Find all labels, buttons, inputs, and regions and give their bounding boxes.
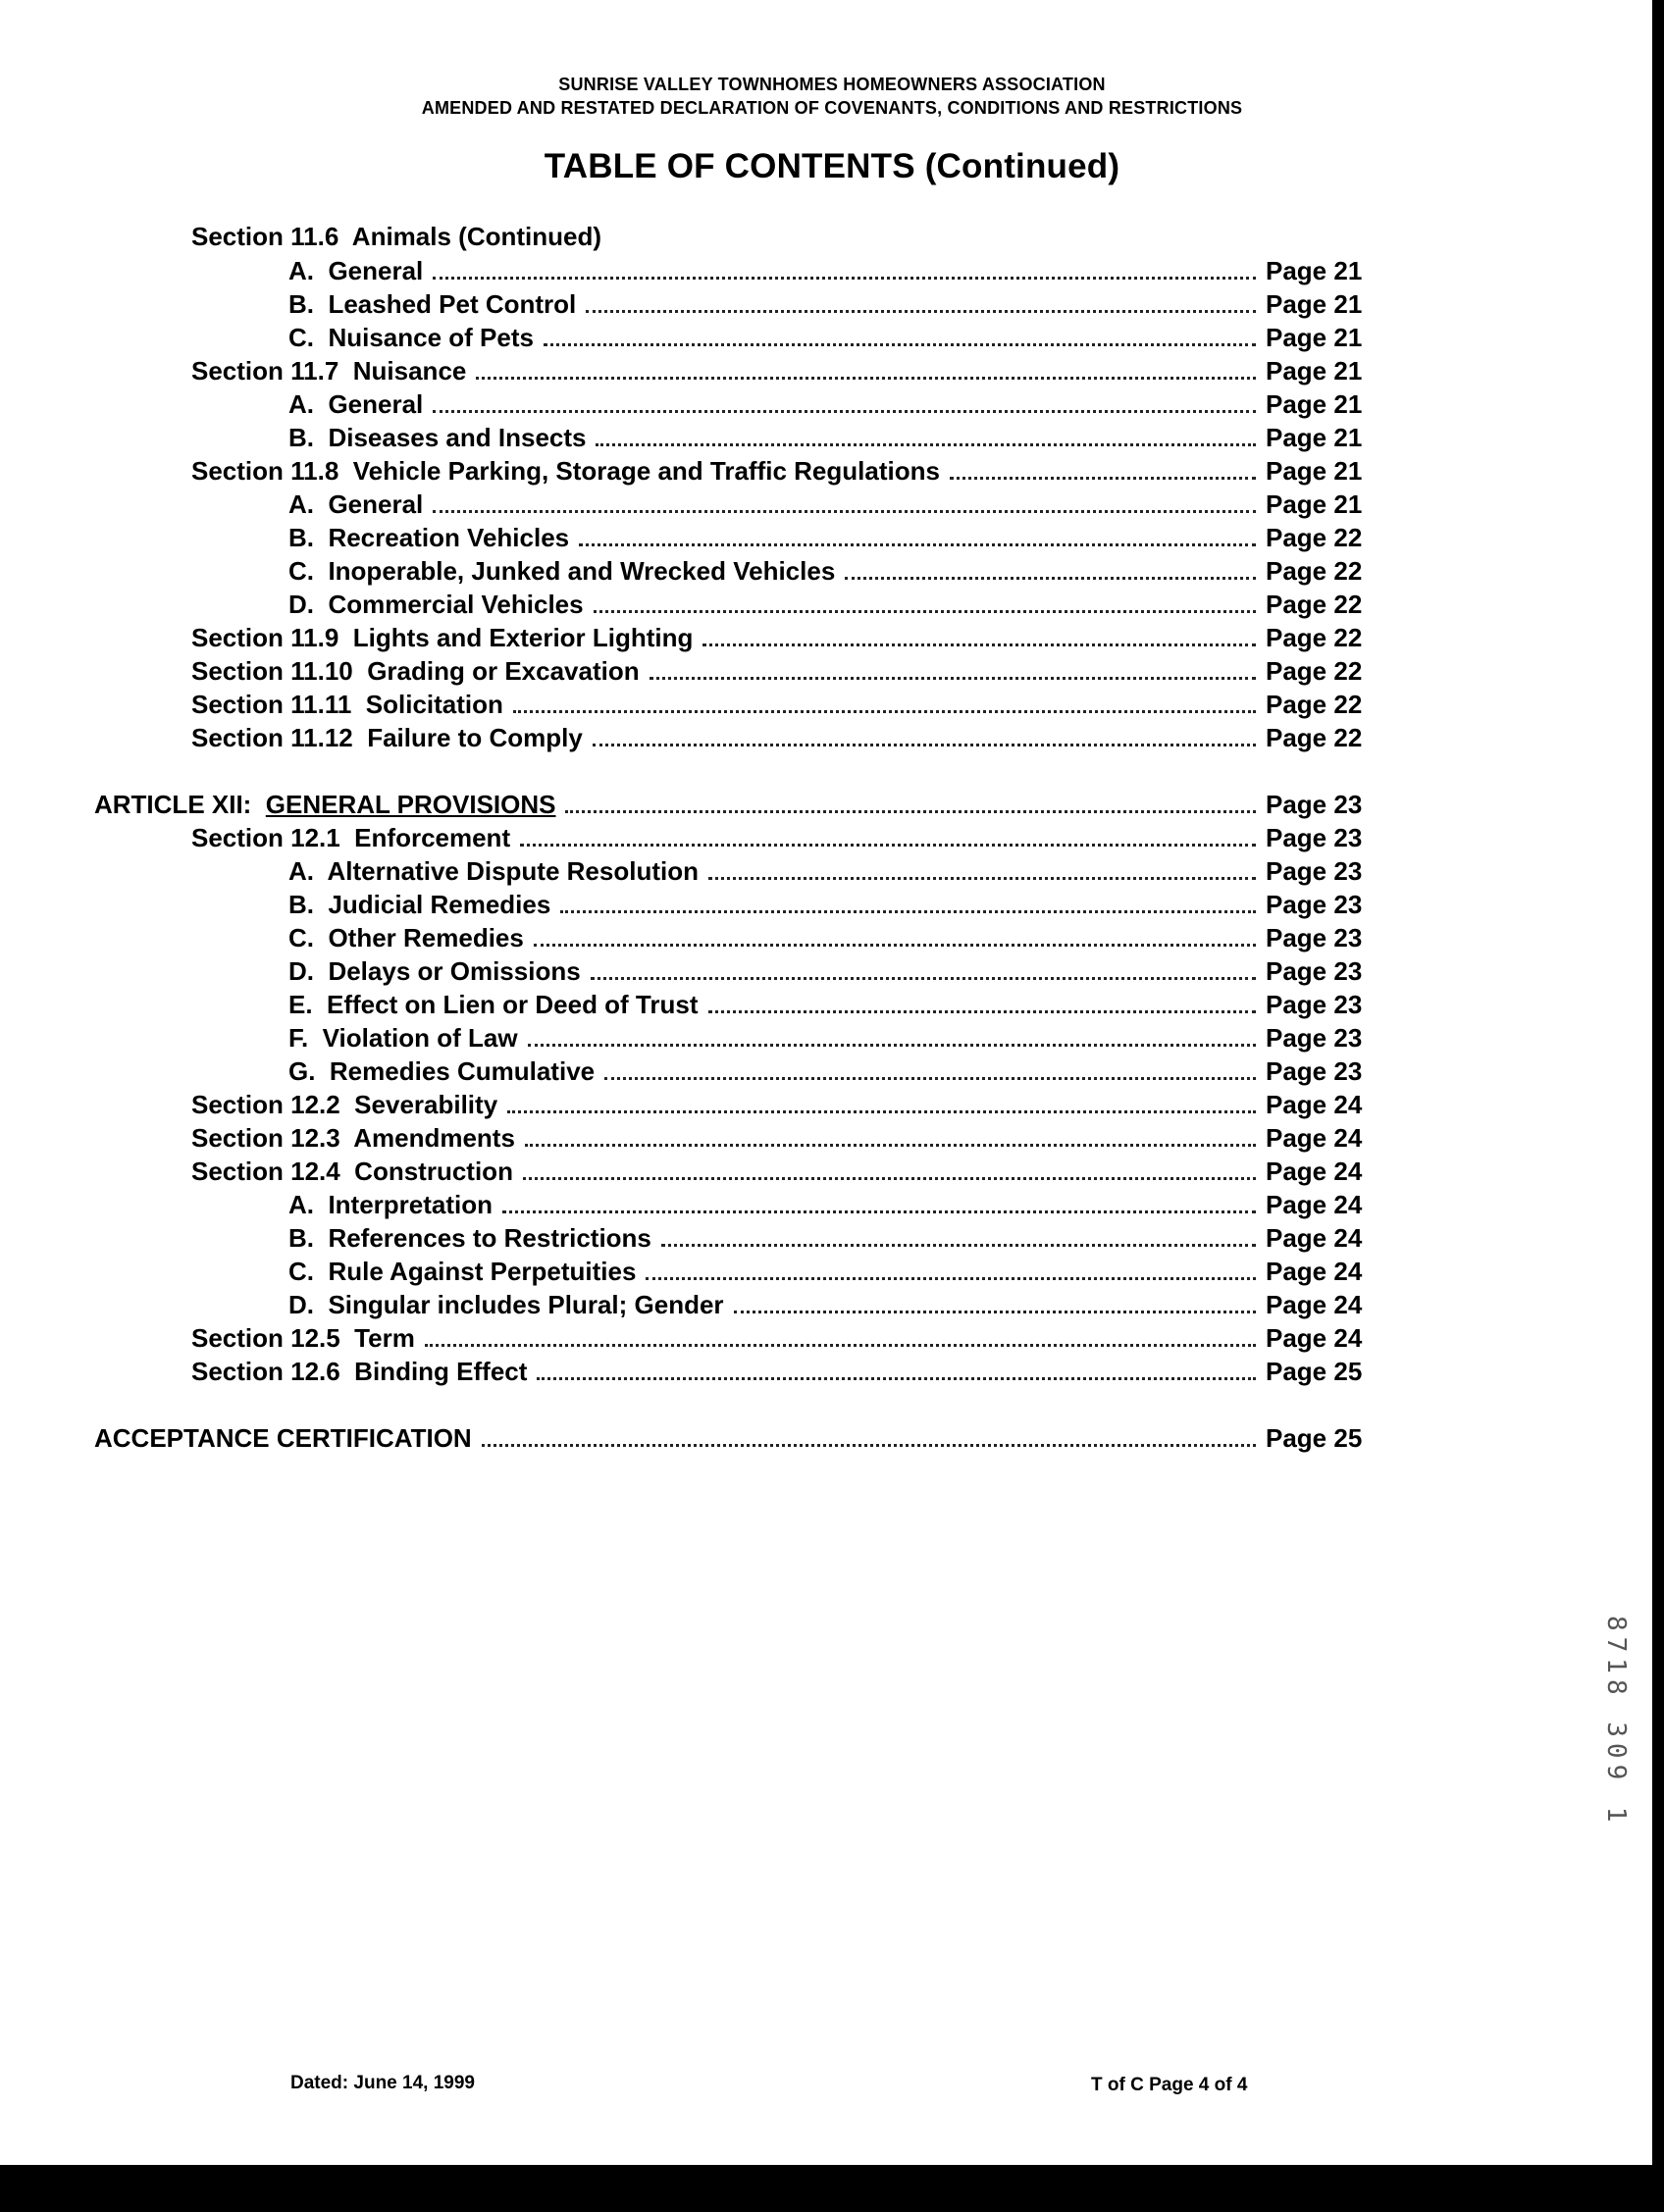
dot-leader [596,442,1256,446]
toc-entry-number: Section 11.9 [191,623,339,652]
toc-entry [288,285,1393,319]
toc-entry-page: Page 22 [1266,523,1363,552]
toc-entry [191,218,1393,251]
toc-entry-label [288,256,423,285]
toc-entry [191,1319,1393,1353]
toc-entry-page: Page 23 [1266,923,1363,952]
toc-entry [288,552,1393,586]
toc-entry-number: Section 12.2 [191,1090,340,1119]
toc-entry-title: Effect on Lien or Deed of Trust [312,990,699,1019]
scan-edge [1652,0,1664,2212]
page-title: TABLE OF CONTENTS (Continued) [544,147,1120,185]
toc-entry-page: Page 23 [1266,956,1363,986]
toc-entry-number: A. [288,856,314,886]
document-subtitle: AMENDED AND RESTATED DECLARATION OF COVENANTS, CONDITIONS AND RESTRICTIONS [421,98,1243,118]
dot-leader [579,542,1256,546]
toc-entry [288,486,1393,519]
toc-entry [288,1219,1393,1253]
toc-entry-label [94,790,555,819]
toc-entry-page: Page 22 [1266,656,1363,686]
toc-entry-label [288,1023,518,1053]
toc-entry-title: Rule Against Perpetuities [314,1257,637,1286]
toc-entry-title: Judicial Remedies [314,890,551,919]
toc-entry-page: Page 23 [1266,790,1363,819]
dot-leader [425,1343,1256,1347]
toc-entry [288,252,1393,285]
toc-entry-number: D. [288,956,314,986]
toc-entry-number: B. [288,523,314,552]
toc-entry-label [288,1190,493,1219]
toc-entry [191,1086,1393,1119]
toc-entry [94,1419,1393,1453]
toc-entry-label [191,690,503,719]
toc-entry-page: Page 22 [1266,723,1363,752]
toc-entry-label [288,1290,724,1319]
toc-entry-page: Page 25 [1266,1357,1363,1386]
toc-entry-title: Severability [339,1090,498,1119]
toc-entry-title: Solicitation [351,690,503,719]
toc-entry [191,1153,1393,1186]
toc-entry-number: Section 11.12 [191,723,353,752]
toc-entry-number: A. [288,489,314,519]
toc-entry-title: General [314,256,424,285]
toc-entry-page: Page 21 [1266,289,1363,319]
toc-entry-number: B. [288,890,314,919]
toc-entry-label [288,389,423,419]
dot-leader [604,1076,1256,1080]
toc-entry-title: Delays or Omissions [314,956,581,986]
toc-entry-title: Binding Effect [339,1357,528,1386]
toc-entry-title: Singular includes Plural; Gender [314,1290,724,1319]
toc-entry-title: Recreation Vehicles [314,523,570,552]
toc-entry-number: F. [288,1023,309,1053]
toc-entry-page: Page 23 [1266,856,1363,886]
toc-entry [288,1286,1393,1319]
toc-entry-label [288,556,835,586]
toc-entry [288,1019,1393,1053]
toc-entry-label [191,1323,415,1353]
toc-entry-number: A. [288,1190,314,1219]
dot-leader [482,1443,1256,1447]
dot-leader [537,1376,1256,1380]
toc-entry-page: Page 23 [1266,1056,1363,1086]
toc-entry [288,419,1393,452]
toc-entry [191,719,1393,752]
toc-entry-label [191,1357,527,1386]
toc-entry-label [288,923,524,952]
toc-entry-page: Page 22 [1266,590,1363,619]
footer-page-number: T of C Page 4 of 4 [1091,2075,1248,2095]
toc-entry-label [191,1123,515,1153]
toc-entry-page: Page 23 [1266,823,1363,852]
toc-entry-number: Section 11.8 [191,456,339,486]
dot-leader [560,909,1256,913]
dot-leader [646,1276,1256,1280]
association-name: SUNRISE VALLEY TOWNHOMES HOMEOWNERS ASSOCIATION [558,75,1106,94]
toc-entry-page: Page 21 [1266,323,1363,352]
dot-leader [845,576,1256,580]
toc-entry-label [288,956,581,986]
toc-entry-title: Interpretation [314,1190,494,1219]
toc-entry [191,352,1393,386]
dot-leader [586,309,1256,313]
toc-entry-number: D. [288,1290,314,1319]
toc-entry-page: Page 21 [1266,489,1363,519]
toc-entry [191,819,1393,852]
toc-entry-title: Commercial Vehicles [314,590,584,619]
toc-entry-label [191,222,601,251]
toc-entry [191,452,1393,486]
toc-entry-number: Section 12.6 [191,1357,340,1386]
toc-entry-label [288,489,423,519]
toc-entry [288,319,1393,352]
toc-entry-number: D. [288,590,314,619]
dot-leader [523,1176,1256,1180]
toc-entry [288,919,1393,952]
toc-entry-title: Animals (Continued) [338,222,602,251]
dot-leader [661,1243,1256,1247]
toc-entry-number: C. [288,556,314,586]
toc-entry [288,1253,1393,1286]
toc-entry-title: Violation of Law [308,1023,518,1053]
toc-entry-title: Inoperable, Junked and Wrecked Vehicles [314,556,836,586]
toc-entry-label [191,456,940,486]
toc-entry-label [94,1423,472,1453]
toc-entry-number: Section 11.6 [191,222,339,251]
toc-entry-label [191,823,510,852]
toc-entry [191,1353,1393,1386]
toc-entry-number: Section 11.10 [191,656,353,686]
toc-entry-page: Page 23 [1266,1023,1363,1053]
dot-leader [702,643,1256,646]
toc-entry [288,586,1393,619]
toc-entry-number: B. [288,289,314,319]
toc-entry [288,1186,1393,1219]
toc-entry-title: Alternative Dispute Resolution [314,856,699,886]
toc-entry-number: Section 12.5 [191,1323,340,1353]
dot-leader [520,843,1256,847]
dot-leader [433,276,1256,280]
toc-entry-number: B. [288,1223,314,1253]
dot-leader [476,376,1256,380]
dot-leader [513,709,1256,713]
toc-entry-page: Page 24 [1266,1157,1363,1186]
toc-entry [288,386,1393,419]
toc-entry-page: Page 23 [1266,990,1363,1019]
toc-entry-label [288,1257,636,1286]
dot-leader [528,1043,1256,1047]
toc-entry-title: Term [339,1323,415,1353]
toc-entry-page: Page 24 [1266,1090,1363,1119]
dot-leader [565,809,1256,813]
toc-entry-number: G. [288,1056,316,1086]
toc-entry-label [191,1090,497,1119]
toc-entry-label [191,356,466,386]
toc-entry-label [288,856,699,886]
toc-entry-label [191,623,693,652]
dot-leader [507,1109,1256,1113]
toc-entry-page: Page 24 [1266,1190,1363,1219]
dot-leader [534,943,1256,947]
toc-entry-number: Section 11.7 [191,356,339,386]
toc-entry [288,519,1393,552]
toc-entry-number: ARTICLE XII: [94,790,252,819]
dot-leader [650,676,1256,680]
toc-entry-page: Page 21 [1266,356,1363,386]
dot-leader [433,509,1256,513]
toc-entry-number: ACCEPTANCE CERTIFICATION [94,1423,472,1453]
toc-entry [288,952,1393,986]
toc-entry-title: Diseases and Insects [314,423,587,452]
toc-entry-title: Grading or Excavation [352,656,640,686]
toc-entry [191,686,1393,719]
toc-entry [191,1119,1393,1153]
toc-entry-title: Remedies Cumulative [315,1056,596,1086]
toc-entry-label [288,289,576,319]
toc-entry-title: Nuisance of Pets [314,323,534,352]
toc-entry-title: Amendments [339,1123,515,1153]
dot-leader [950,476,1256,480]
toc-entry-title: Lights and Exterior Lighting [338,623,694,652]
dot-leader [594,609,1256,613]
toc-entry-page: Page 21 [1266,389,1363,419]
toc-entry-number: Section 12.4 [191,1157,340,1186]
dot-leader [544,342,1256,346]
toc-entry-page: Page 21 [1266,423,1363,452]
margin-stamp: 8718 309 1 [1601,1615,1631,1828]
toc-entry [288,852,1393,886]
toc-entry-page: Page 25 [1266,1423,1363,1453]
toc-entry-title: Failure to Comply [352,723,583,752]
toc-entry-page: Page 24 [1266,1323,1363,1353]
toc-entry-label [288,990,699,1019]
toc-entry-number: A. [288,256,314,285]
toc-entry-page: Page 21 [1266,456,1363,486]
dot-leader [708,876,1256,880]
toc-entry-title: References to Restrictions [314,1223,651,1253]
dot-leader [593,743,1256,746]
toc-entry-page: Page 21 [1266,256,1363,285]
toc-entry-label [288,890,550,919]
dot-leader [734,1310,1256,1313]
footer-date: Dated: June 14, 1999 [290,2073,475,2093]
toc-entry-page: Page 23 [1266,890,1363,919]
toc-entry [191,652,1393,686]
toc-entry-page: Page 24 [1266,1290,1363,1319]
toc-entry-title: General [314,489,424,519]
toc-entry-title: Construction [339,1157,513,1186]
toc-entry [191,619,1393,652]
toc-entry-number: B. [288,423,314,452]
toc-entry [94,786,1393,819]
toc-entry-label [191,656,640,686]
toc-entry-label [288,523,569,552]
toc-entry-label [288,1223,651,1253]
toc-entry-number: C. [288,923,314,952]
toc-entry-title: Other Remedies [314,923,524,952]
toc-entry-number: Section 12.3 [191,1123,340,1153]
toc-entry [288,886,1393,919]
toc-entry-page: Page 22 [1266,690,1363,719]
toc-entry-title: Nuisance [338,356,467,386]
dot-leader [591,976,1256,980]
toc-entry-number: Section 11.11 [191,690,352,719]
dot-leader [525,1143,1256,1147]
toc-entry-label [191,723,583,752]
toc-entry-title: Vehicle Parking, Storage and Traffic Regulations [338,456,940,486]
toc-entry-page: Page 22 [1266,556,1363,586]
toc-entry-title: GENERAL PROVISIONS [265,790,556,819]
toc-entry-number: C. [288,1257,314,1286]
toc-entry-label [288,1056,595,1086]
toc-entry-page: Page 24 [1266,1257,1363,1286]
toc-entry [288,986,1393,1019]
toc-entry-number: A. [288,389,314,419]
dot-leader [433,409,1256,413]
toc-entry-label [191,1157,513,1186]
toc-entry-page: Page 22 [1266,623,1363,652]
toc-entry-number: E. [288,990,313,1019]
toc-entry-number: Section 12.1 [191,823,340,852]
scan-bottom-bar [0,2165,1664,2212]
toc-entry-label [288,590,584,619]
toc-entry-page: Page 24 [1266,1123,1363,1153]
toc-entry-number: C. [288,323,314,352]
toc-entry-title: Enforcement [339,823,511,852]
toc-entry-title: Leashed Pet Control [314,289,577,319]
toc-entry [288,1053,1393,1086]
toc-entry-label [288,323,534,352]
toc-entry-page: Page 24 [1266,1223,1363,1253]
dot-leader [708,1009,1257,1013]
toc-entry-title: General [314,389,424,419]
dot-leader [502,1209,1256,1213]
toc-entry-label [288,423,586,452]
